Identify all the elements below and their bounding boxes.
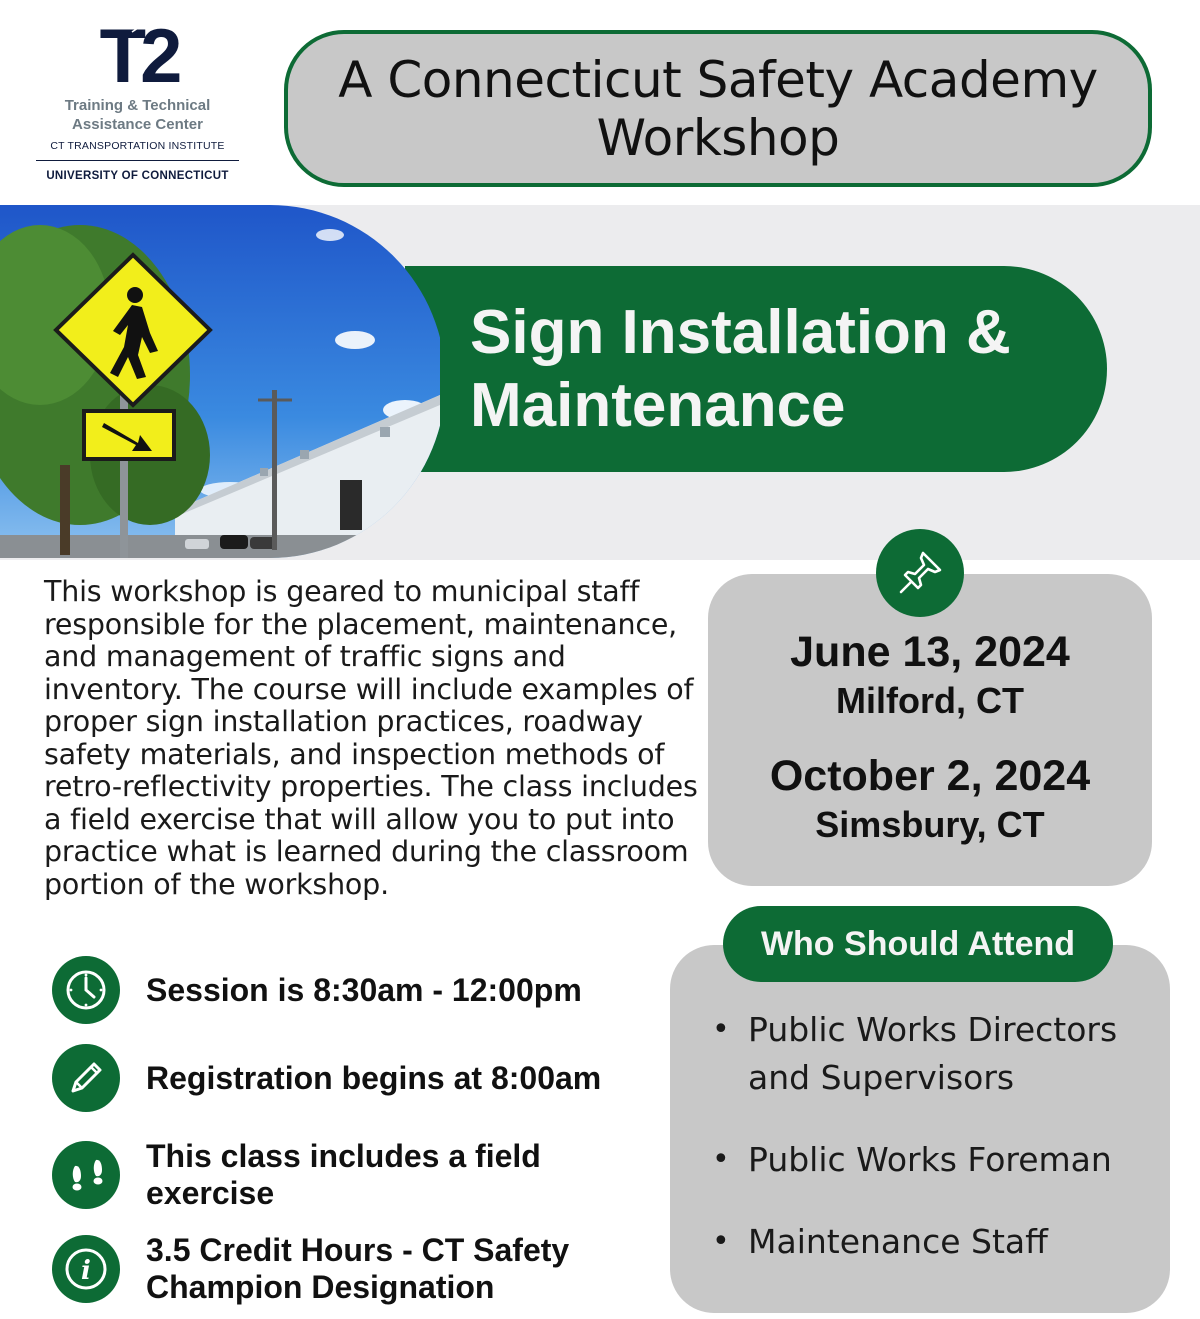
bullet-icon: • xyxy=(712,1224,730,1259)
page-title: A Connecticut Safety Academy Workshop xyxy=(338,50,1098,167)
bullet-icon: • xyxy=(712,1142,730,1177)
audience-item xyxy=(712,1218,1152,1266)
info-session-time-text: Session is 8:30am - 12:00pm xyxy=(146,971,582,1008)
t2-logo-mark xyxy=(78,20,198,90)
audience-item-label: Public Works Foreman xyxy=(748,1140,1112,1179)
audience-item-label: Maintenance Staff xyxy=(748,1222,1048,1261)
clock-icon xyxy=(52,956,120,1024)
info-field-exercise xyxy=(52,1138,541,1212)
info-credit-hours-text: 3.5 Credit Hours - CT Safety Champion Designation xyxy=(146,1232,570,1305)
logo-divider xyxy=(36,160,239,161)
pedestrian-crossing-photo xyxy=(0,205,440,558)
info-session-time xyxy=(52,956,582,1024)
pushpin-icon xyxy=(876,529,964,617)
info-field-exercise-text: This class includes a field exercise xyxy=(146,1138,541,1211)
audience-item xyxy=(712,1006,1152,1102)
svg-text:i: i xyxy=(81,1256,91,1286)
footprints-icon xyxy=(52,1141,120,1209)
workshop-description: This workshop is geared to municipal staff responsible for the placement, maintenance, and management of traffic signs and inventory. The course will include examples of proper sign installation practices, roadway safety materials, and inspection methods of retro-reflectivity properties. The class includes a field exercise that will allow you to put into practice what is learned during the classroom portion of the workshop. xyxy=(44,575,698,901)
event-date-1: June 13, 2024 xyxy=(790,628,1070,676)
audience-item xyxy=(712,1136,1152,1184)
info-credit-hours xyxy=(52,1232,569,1306)
logo-mark-text: T2 xyxy=(99,20,176,90)
info-registration xyxy=(52,1044,601,1112)
audience-heading: Who Should Attend xyxy=(723,906,1113,982)
event-date-2: October 2, 2024 xyxy=(769,752,1091,800)
event-location-2: Simsbury, CT xyxy=(815,804,1045,845)
bullet-icon: • xyxy=(712,1012,730,1047)
header-banner xyxy=(284,30,1152,187)
pencil-icon xyxy=(52,1044,120,1112)
info-icon xyxy=(52,1235,120,1303)
workshop-title: Sign Installation & Maintenance xyxy=(470,298,1011,440)
logo-line-university: UNIVERSITY OF CONNECTICUT xyxy=(46,170,229,182)
event-location-1: Milford, CT xyxy=(836,680,1024,721)
t2-logo xyxy=(30,20,245,195)
audience-item-label: Public Works Directors and Supervisors xyxy=(748,1010,1118,1097)
logo-line-training: Training & Technical Assistance Center xyxy=(64,97,211,133)
logo-line-institute: CT TRANSPORTATION INSTITUTE xyxy=(50,140,225,152)
info-registration-text: Registration begins at 8:00am xyxy=(146,1059,602,1096)
